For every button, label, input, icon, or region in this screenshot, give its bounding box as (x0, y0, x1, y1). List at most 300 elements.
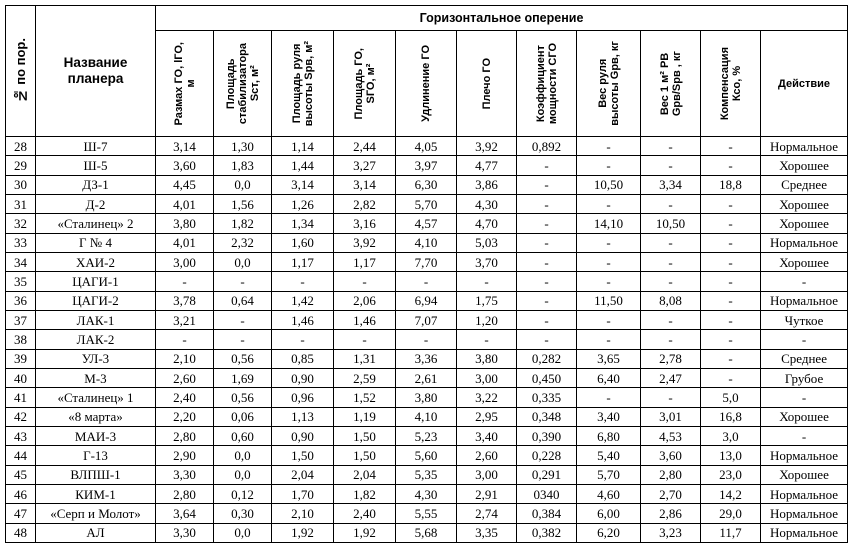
value-cell: 3,65 (577, 349, 641, 368)
row-number-cell: 34 (6, 252, 36, 271)
row-number-cell: 39 (6, 349, 36, 368)
value-cell: 1,44 (272, 156, 334, 175)
value-cell: - (577, 252, 641, 271)
column-header (641, 31, 701, 137)
action-cell: Грубое (761, 368, 848, 387)
value-cell: 1,26 (272, 194, 334, 213)
value-cell: 7,70 (396, 252, 457, 271)
row-number-cell: 33 (6, 233, 36, 252)
row-number-cell: 41 (6, 388, 36, 407)
value-cell: 2,74 (457, 504, 517, 523)
table-row (6, 156, 848, 175)
value-cell: 0,348 (517, 407, 577, 426)
row-number-cell: 30 (6, 175, 36, 194)
value-cell: 2,60 (156, 368, 214, 387)
value-cell: 7,07 (396, 310, 457, 329)
value-cell: 6,00 (577, 504, 641, 523)
gliders-table (5, 5, 848, 543)
value-cell: 2,59 (334, 368, 396, 387)
value-cell: - (641, 137, 701, 156)
value-cell: 0,90 (272, 426, 334, 445)
value-cell: - (334, 272, 396, 291)
value-cell: 2,04 (272, 465, 334, 484)
value-cell: 1,83 (214, 156, 272, 175)
action-cell: Нормальное (761, 233, 848, 252)
value-cell: - (701, 194, 761, 213)
value-cell: 2,04 (334, 465, 396, 484)
value-cell: 1,60 (272, 233, 334, 252)
table-row (6, 388, 848, 407)
value-cell: 3,34 (641, 175, 701, 194)
column-header (457, 31, 517, 137)
glider-name-cell: Г № 4 (36, 233, 156, 252)
table-row (6, 368, 848, 387)
glider-name-cell: «Серп и Молот» (36, 504, 156, 523)
value-cell: 3,80 (457, 349, 517, 368)
glider-name-cell: М-3 (36, 368, 156, 387)
table-row (6, 484, 848, 503)
value-cell: 18,8 (701, 175, 761, 194)
row-number-cell: 32 (6, 214, 36, 233)
action-cell: Чуткое (761, 310, 848, 329)
value-cell: 2,80 (156, 426, 214, 445)
column-header-label: Вес 1 м² РВ Gрв/Sрв , кг (658, 50, 683, 117)
value-cell: 1,42 (272, 291, 334, 310)
value-cell: 3,60 (156, 156, 214, 175)
value-cell: 3,23 (641, 523, 701, 542)
value-cell: 1,50 (334, 426, 396, 445)
table-row (6, 214, 848, 233)
value-cell: 0,60 (214, 426, 272, 445)
value-cell: 3,30 (156, 523, 214, 542)
value-cell: 1,17 (272, 252, 334, 271)
table-row (6, 137, 848, 156)
value-cell: 5,03 (457, 233, 517, 252)
row-number-cell: 29 (6, 156, 36, 175)
value-cell: - (577, 137, 641, 156)
value-cell: 14,2 (701, 484, 761, 503)
value-cell: 2,80 (641, 465, 701, 484)
value-cell: - (517, 214, 577, 233)
glider-name-cell: Ш-7 (36, 137, 156, 156)
value-cell: 4,30 (396, 484, 457, 503)
value-cell: 3,0 (701, 426, 761, 445)
row-number-cell: 40 (6, 368, 36, 387)
row-number-cell: 43 (6, 426, 36, 445)
column-header-label: Коэффициент мощности СГО (534, 42, 559, 125)
value-cell: - (396, 272, 457, 291)
value-cell: 2,10 (272, 504, 334, 523)
value-cell: 3,70 (457, 252, 517, 271)
value-cell: 3,80 (156, 214, 214, 233)
value-cell: 5,60 (396, 446, 457, 465)
column-header (517, 31, 577, 137)
column-header-label: Удлинение ГО (420, 45, 432, 122)
value-cell: 1,70 (272, 484, 334, 503)
value-cell: 0,64 (214, 291, 272, 310)
value-cell: 5,55 (396, 504, 457, 523)
value-cell: - (396, 330, 457, 349)
value-cell: 1,69 (214, 368, 272, 387)
glider-name-cell: ЦАГИ-2 (36, 291, 156, 310)
value-cell: 6,40 (577, 368, 641, 387)
value-cell: 4,70 (457, 214, 517, 233)
value-cell: - (701, 137, 761, 156)
value-cell: 0340 (517, 484, 577, 503)
value-cell: 2,91 (457, 484, 517, 503)
action-cell: Нормальное (761, 504, 848, 523)
value-cell: 8,08 (641, 291, 701, 310)
table-row (6, 426, 848, 445)
value-cell: 4,01 (156, 194, 214, 213)
glider-name-cell: «8 марта» (36, 407, 156, 426)
value-cell: - (214, 272, 272, 291)
value-cell: - (701, 349, 761, 368)
value-cell: 3,35 (457, 523, 517, 542)
value-cell: - (701, 368, 761, 387)
action-header: Действие (761, 31, 848, 137)
value-cell: 1,31 (334, 349, 396, 368)
value-cell: 16,8 (701, 407, 761, 426)
glider-name-cell: КИМ-1 (36, 484, 156, 503)
value-cell: 3,22 (457, 388, 517, 407)
value-cell: - (517, 310, 577, 329)
value-cell: - (577, 330, 641, 349)
column-header-label: Компенсация Ксо, % (718, 46, 743, 121)
value-cell: 14,10 (577, 214, 641, 233)
value-cell: 3,30 (156, 465, 214, 484)
glider-name-cell: Г-13 (36, 446, 156, 465)
value-cell: 1,75 (457, 291, 517, 310)
value-cell: 2,70 (641, 484, 701, 503)
value-cell: 2,90 (156, 446, 214, 465)
value-cell: 6,94 (396, 291, 457, 310)
value-cell: - (517, 291, 577, 310)
value-cell: 3,92 (334, 233, 396, 252)
value-cell: 2,40 (334, 504, 396, 523)
value-cell: 11,50 (577, 291, 641, 310)
value-cell: 5,70 (396, 194, 457, 213)
action-cell: Хорошее (761, 194, 848, 213)
value-cell: 5,68 (396, 523, 457, 542)
value-cell: 0,90 (272, 368, 334, 387)
value-cell: 3,60 (641, 446, 701, 465)
value-cell: 2,60 (457, 446, 517, 465)
action-cell: - (761, 426, 848, 445)
value-cell: 3,64 (156, 504, 214, 523)
value-cell: 10,50 (577, 175, 641, 194)
value-cell: 1,34 (272, 214, 334, 233)
row-number-cell: 48 (6, 523, 36, 542)
action-cell: Нормальное (761, 484, 848, 503)
name-header-label: Название планера (63, 55, 128, 86)
value-cell: - (214, 330, 272, 349)
row-number-header (6, 6, 36, 137)
value-cell: 0,12 (214, 484, 272, 503)
value-cell: - (457, 330, 517, 349)
value-cell: 5,35 (396, 465, 457, 484)
value-cell: - (334, 330, 396, 349)
value-cell: 5,40 (577, 446, 641, 465)
table-row (6, 330, 848, 349)
value-cell: 1,50 (272, 446, 334, 465)
value-cell: 10,50 (641, 214, 701, 233)
value-cell: 1,46 (334, 310, 396, 329)
value-cell: 2,61 (396, 368, 457, 387)
action-cell: - (761, 330, 848, 349)
column-header (396, 31, 457, 137)
value-cell: 0,30 (214, 504, 272, 523)
value-cell: 2,20 (156, 407, 214, 426)
value-cell: 0,0 (214, 252, 272, 271)
table-row (6, 310, 848, 329)
value-cell: 2,95 (457, 407, 517, 426)
value-cell: 0,0 (214, 523, 272, 542)
value-cell: 2,80 (156, 484, 214, 503)
table-row (6, 252, 848, 271)
value-cell: - (272, 330, 334, 349)
value-cell: 3,40 (457, 426, 517, 445)
value-cell: - (701, 310, 761, 329)
value-cell: 3,80 (396, 388, 457, 407)
value-cell: - (701, 156, 761, 175)
glider-name-cell: «Сталинец» 1 (36, 388, 156, 407)
column-header-label: Вес руля высоты Gрв, кг (596, 41, 621, 126)
table-row (6, 272, 848, 291)
row-number-cell: 42 (6, 407, 36, 426)
value-cell: 1,19 (334, 407, 396, 426)
glider-name-cell: ЦАГИ-1 (36, 272, 156, 291)
action-cell: Хорошее (761, 252, 848, 271)
row-number-cell: 45 (6, 465, 36, 484)
value-cell: - (156, 330, 214, 349)
row-number-header-label: № по пор. (12, 38, 28, 104)
value-cell: 6,30 (396, 175, 457, 194)
row-number-cell: 35 (6, 272, 36, 291)
value-cell: 6,80 (577, 426, 641, 445)
value-cell: - (701, 330, 761, 349)
value-cell: 5,23 (396, 426, 457, 445)
value-cell: - (641, 252, 701, 271)
column-header-label: Площадь руля высоты Sрв, м² (290, 40, 315, 127)
value-cell: - (517, 194, 577, 213)
value-cell: 2,44 (334, 137, 396, 156)
column-header-label: Площадь стабилизатора Sст, м² (224, 42, 261, 125)
value-cell: 0,892 (517, 137, 577, 156)
column-header (272, 31, 334, 137)
value-cell: - (577, 233, 641, 252)
value-cell: 1,17 (334, 252, 396, 271)
value-cell: 2,06 (334, 291, 396, 310)
action-cell: Нормальное (761, 291, 848, 310)
value-cell: 2,86 (641, 504, 701, 523)
value-cell: 3,14 (156, 137, 214, 156)
glider-name-cell: Ш-5 (36, 156, 156, 175)
value-cell: 4,60 (577, 484, 641, 503)
value-cell: 3,14 (334, 175, 396, 194)
value-cell: - (156, 272, 214, 291)
value-cell: 0,291 (517, 465, 577, 484)
group-header: Горизонтальное оперение (156, 6, 848, 31)
value-cell: - (701, 272, 761, 291)
value-cell: 1,52 (334, 388, 396, 407)
value-cell: 1,13 (272, 407, 334, 426)
value-cell: 0,85 (272, 349, 334, 368)
value-cell: 29,0 (701, 504, 761, 523)
column-header (334, 31, 396, 137)
row-number-cell: 47 (6, 504, 36, 523)
value-cell: 1,92 (272, 523, 334, 542)
value-cell: 0,06 (214, 407, 272, 426)
glider-name-cell: МАИ-3 (36, 426, 156, 445)
table-row (6, 233, 848, 252)
value-cell: 2,32 (214, 233, 272, 252)
action-cell: Хорошее (761, 214, 848, 233)
value-cell: - (701, 233, 761, 252)
value-cell: 3,01 (641, 407, 701, 426)
action-cell: Хорошее (761, 407, 848, 426)
value-cell: 0,390 (517, 426, 577, 445)
column-header (156, 31, 214, 137)
value-cell: - (517, 233, 577, 252)
table-row (6, 465, 848, 484)
value-cell: 3,27 (334, 156, 396, 175)
row-number-cell: 36 (6, 291, 36, 310)
value-cell: 2,40 (156, 388, 214, 407)
column-header-label: Размах ГО, lГО, м (172, 41, 197, 126)
value-cell: - (577, 388, 641, 407)
value-cell: - (641, 156, 701, 175)
table-row (6, 407, 848, 426)
value-cell: 3,86 (457, 175, 517, 194)
action-cell: Нормальное (761, 446, 848, 465)
value-cell: 4,30 (457, 194, 517, 213)
value-cell: 0,56 (214, 349, 272, 368)
value-cell: - (272, 272, 334, 291)
action-cell: Среднее (761, 349, 848, 368)
table-row (6, 504, 848, 523)
glider-name-cell: «Сталинец» 2 (36, 214, 156, 233)
glider-name-cell: АЛ (36, 523, 156, 542)
glider-name-cell: Д-2 (36, 194, 156, 213)
value-cell: - (517, 156, 577, 175)
value-cell: - (517, 252, 577, 271)
value-cell: 0,335 (517, 388, 577, 407)
value-cell: 2,47 (641, 368, 701, 387)
value-cell: 13,0 (701, 446, 761, 465)
value-cell: 4,45 (156, 175, 214, 194)
value-cell: 2,78 (641, 349, 701, 368)
value-cell: 2,82 (334, 194, 396, 213)
value-cell: 3,36 (396, 349, 457, 368)
table-row (6, 446, 848, 465)
table-body (6, 137, 848, 543)
table-row (6, 291, 848, 310)
value-cell: - (641, 330, 701, 349)
value-cell: 0,56 (214, 388, 272, 407)
value-cell: 4,77 (457, 156, 517, 175)
value-cell: 3,00 (156, 252, 214, 271)
value-cell: 2,10 (156, 349, 214, 368)
value-cell: 3,21 (156, 310, 214, 329)
value-cell: - (641, 388, 701, 407)
value-cell: 1,30 (214, 137, 272, 156)
action-cell: - (761, 388, 848, 407)
value-cell: 0,384 (517, 504, 577, 523)
value-cell: 6,20 (577, 523, 641, 542)
glider-name-cell: ДЗ-1 (36, 175, 156, 194)
value-cell: 1,82 (214, 214, 272, 233)
value-cell: 3,92 (457, 137, 517, 156)
value-cell: - (701, 291, 761, 310)
glider-name-cell: ВЛПШ-1 (36, 465, 156, 484)
value-cell: - (641, 272, 701, 291)
row-number-cell: 37 (6, 310, 36, 329)
value-cell: - (577, 194, 641, 213)
value-cell: 23,0 (701, 465, 761, 484)
value-cell: 0,228 (517, 446, 577, 465)
value-cell: 3,40 (577, 407, 641, 426)
value-cell: 1,20 (457, 310, 517, 329)
glider-name-cell: ЛАК-1 (36, 310, 156, 329)
value-cell: - (577, 156, 641, 175)
row-number-cell: 38 (6, 330, 36, 349)
value-cell: 5,70 (577, 465, 641, 484)
column-header-label: Плечо ГО (480, 57, 493, 110)
value-cell: 3,97 (396, 156, 457, 175)
value-cell: 3,16 (334, 214, 396, 233)
table-row (6, 194, 848, 213)
column-header (701, 31, 761, 137)
table-row (6, 175, 848, 194)
column-header (577, 31, 641, 137)
value-cell: 0,0 (214, 175, 272, 194)
value-cell: - (517, 175, 577, 194)
glider-name-cell: УЛ-3 (36, 349, 156, 368)
value-cell: 1,82 (334, 484, 396, 503)
glider-name-cell: ХАИ-2 (36, 252, 156, 271)
row-number-cell: 31 (6, 194, 36, 213)
value-cell: 3,00 (457, 368, 517, 387)
column-header-label: Площадь ГО, SГО, м² (352, 47, 377, 120)
action-cell: Нормальное (761, 523, 848, 542)
name-header (36, 6, 156, 137)
value-cell: 1,14 (272, 137, 334, 156)
value-cell: - (577, 310, 641, 329)
action-cell: Хорошее (761, 465, 848, 484)
value-cell: 0,382 (517, 523, 577, 542)
value-cell: - (577, 272, 641, 291)
action-cell: Хорошее (761, 156, 848, 175)
value-cell: - (701, 252, 761, 271)
value-cell: - (214, 310, 272, 329)
value-cell: 3,14 (272, 175, 334, 194)
value-cell: 1,56 (214, 194, 272, 213)
value-cell: 3,78 (156, 291, 214, 310)
column-header (214, 31, 272, 137)
value-cell: 1,50 (334, 446, 396, 465)
value-cell: 0,0 (214, 446, 272, 465)
table-row (6, 349, 848, 368)
value-cell: - (641, 310, 701, 329)
value-cell: 4,10 (396, 233, 457, 252)
value-cell: 5,0 (701, 388, 761, 407)
glider-name-cell: ЛАК-2 (36, 330, 156, 349)
action-cell: Нормальное (761, 137, 848, 156)
value-cell: 0,96 (272, 388, 334, 407)
value-cell: 11,7 (701, 523, 761, 542)
value-cell: 4,05 (396, 137, 457, 156)
